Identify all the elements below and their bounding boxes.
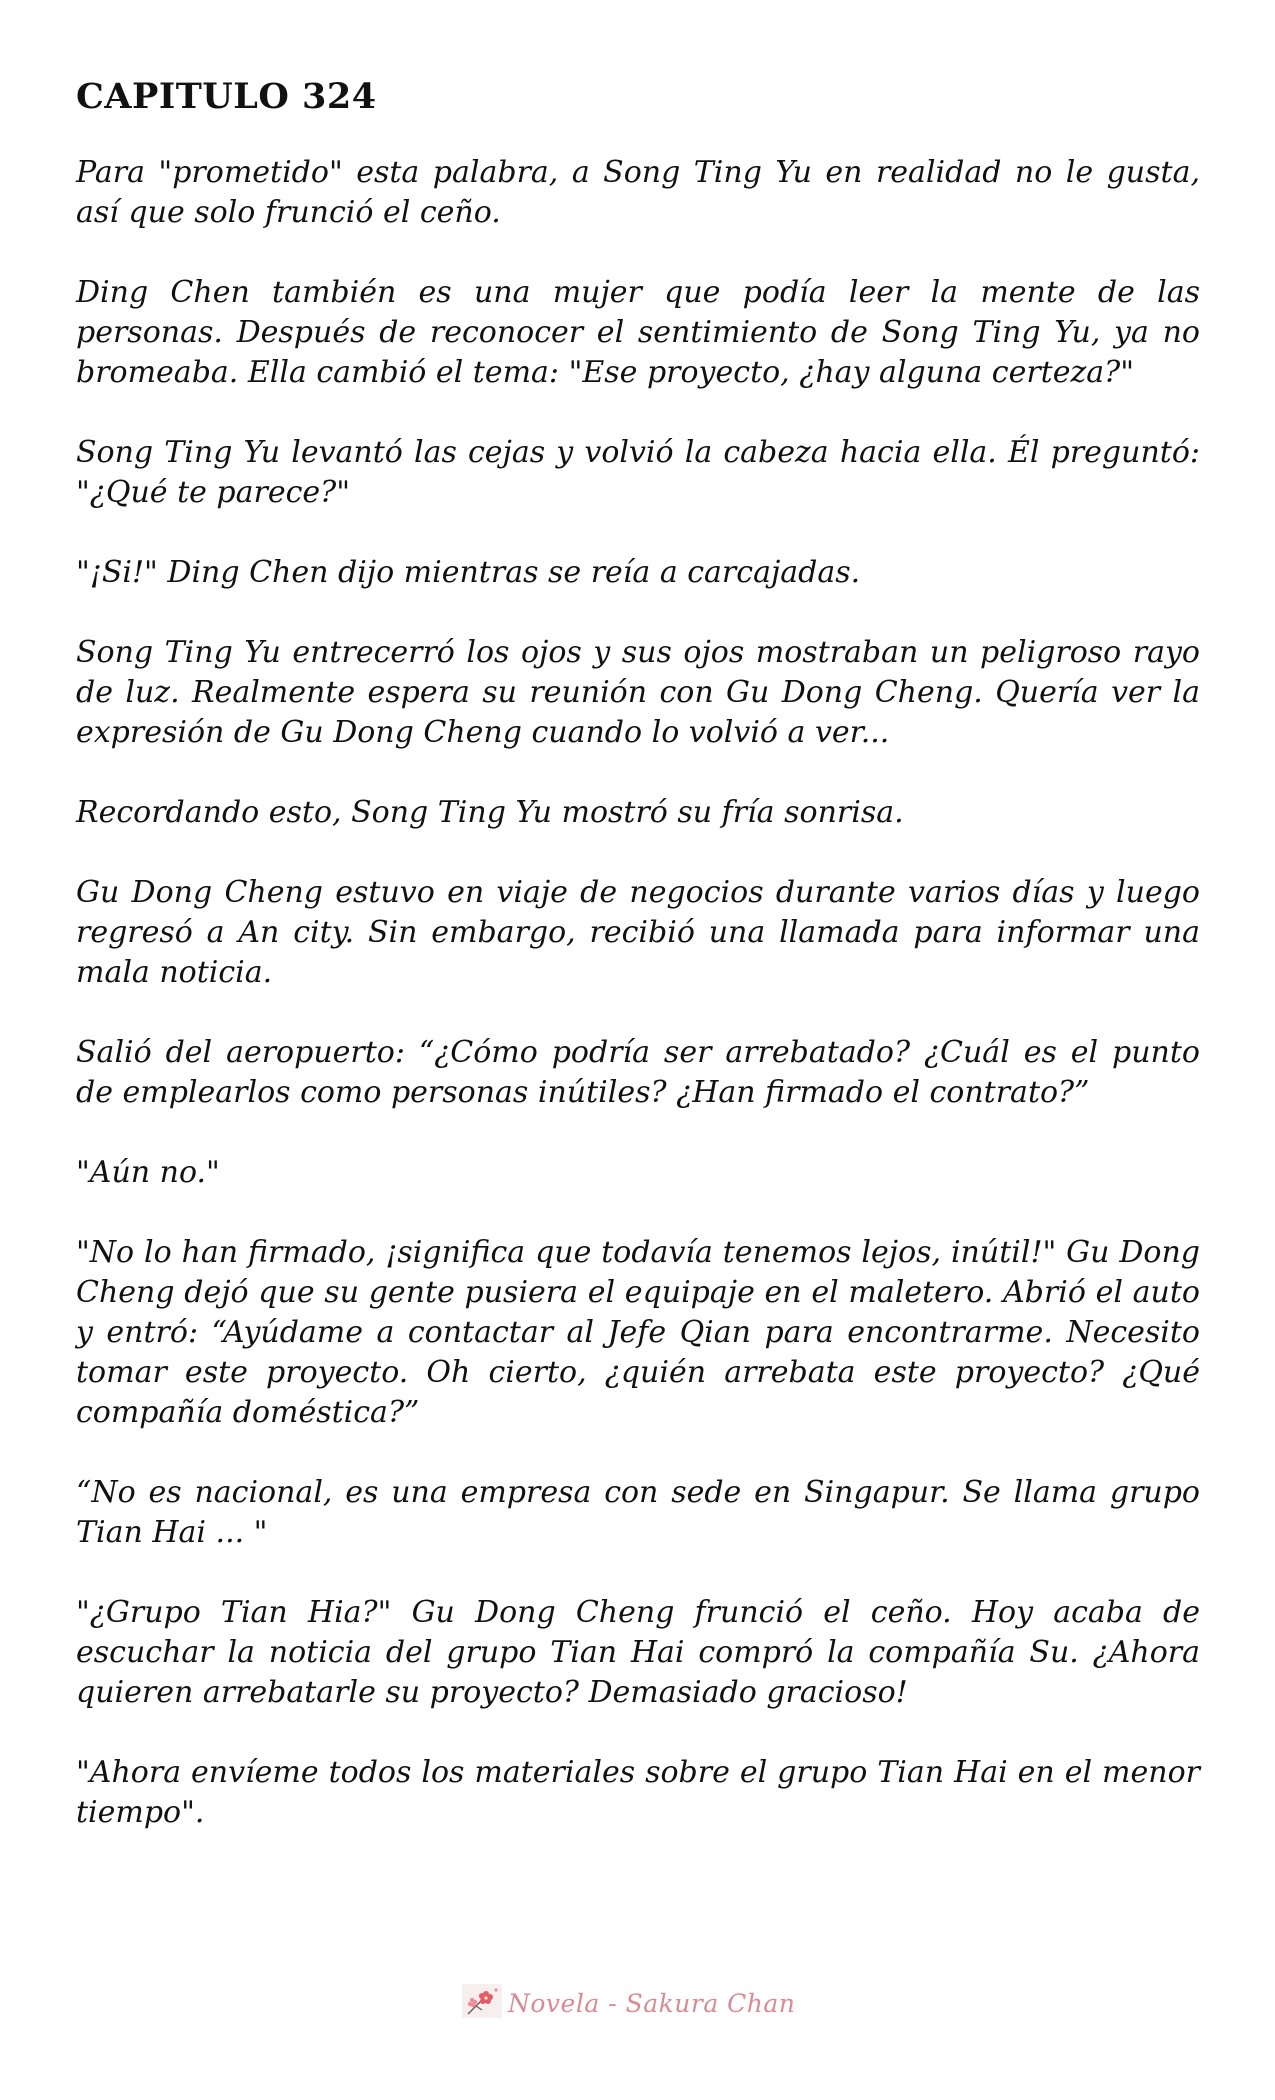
paragraph: "Ahora envíeme todos los materiales sobre el grupo Tian Hai en el menor tiempo".	[76, 1755, 1200, 1830]
paragraph: Gu Dong Cheng estuvo en viaje de negocios durante varios días y luego regresó a An city. Sin embargo, recibió una llamada para informar una mala noticia.	[76, 875, 1200, 990]
chapter-title: CAPITULO 324	[76, 76, 377, 117]
paragraph: "Aún no."	[76, 1155, 220, 1190]
paragraph: Song Ting Yu entrecerró los ojos y sus ojos mostraban un peligroso rayo de luz. Realmente espera su reunión con Gu Dong Cheng. Quería ver la expresión de Gu Dong Cheng cuando lo volvió a ver...	[76, 635, 1200, 750]
sakura-blossom-icon	[462, 1984, 502, 2022]
paragraph: "¡Si!" Ding Chen dijo mientras se reía a carcajadas.	[76, 555, 861, 590]
footer-text: Novela - Sakura Chan	[508, 1988, 796, 2018]
document-page	[76, 76, 1200, 1873]
paragraph: Recordando esto, Song Ting Yu mostró su fría sonrisa.	[76, 795, 904, 830]
paragraph: Ding Chen también es una mujer que podía leer la mente de las personas. Después de reconocer el sentimiento de Song Ting Yu, ya no bromeaba. Ella cambió el tema: "Ese proyecto, ¿hay alguna certeza?"	[76, 275, 1200, 390]
paragraph: “No es nacional, es una empresa con sede en Singapur. Se llama grupo Tian Hai ... "	[76, 1475, 1200, 1550]
paragraph: Para "prometido" esta palabra, a Song Ting Yu en realidad no le gusta, así que solo frunció el ceño.	[76, 155, 1200, 230]
paragraph: "No lo han firmado, ¡significa que todavía tenemos lejos, inútil!" Gu Dong Cheng dejó que su gente pusiera el equipaje en el maletero. Abrió el auto y entró: “Ayúdame a contactar al Jefe Qian para encontrarme. Necesito tomar este proyecto. Oh cierto, ¿quién arrebata este proyecto? ¿Qué compañía doméstica?”	[76, 1235, 1200, 1430]
paragraph: Salió del aeropuerto: “¿Cómo podría ser arrebatado? ¿Cuál es el punto de emplearlos como personas inútiles? ¿Han firmado el contrato?”	[76, 1035, 1200, 1110]
footer-watermark	[462, 1984, 795, 2022]
paragraph: Song Ting Yu levantó las cejas y volvió la cabeza hacia ella. Él preguntó: "¿Qué te parece?"	[76, 435, 1200, 510]
paragraph: "¿Grupo Tian Hia?" Gu Dong Cheng frunció el ceño. Hoy acaba de escuchar la noticia del grupo Tian Hai compró la compañía Su. ¿Ahora quieren arrebatarle su proyecto? Demasiado gracioso!	[76, 1595, 1200, 1710]
